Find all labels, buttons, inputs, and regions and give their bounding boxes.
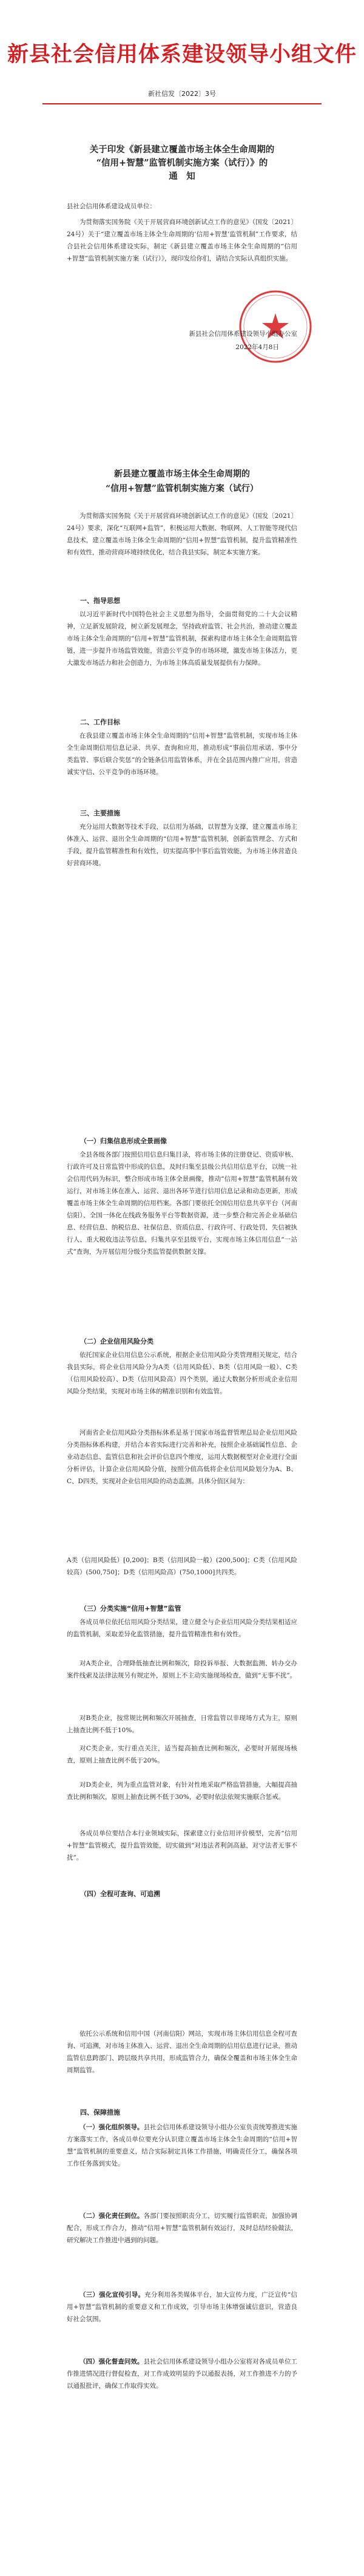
subsection-3-class-c: 对C类企业，实行重点关注，适当提高抽查比例和频次，必要时开展现场核查，原则上抽查比例不低于20%。 <box>67 1745 297 1764</box>
notice-addressee: 县社会信用体系建设成员单位： <box>67 203 156 210</box>
subsection-2-body-2: 河南省企业信用风险分类指标体系是基于国家市场监督管理总局企业信用风险分类指标体系构建，并结合本省实际进行完善和补充，按照企业基础属性信息、企业动态信息、监管信息和社会评价信息四个维度，运用大数据模型对企业进行全面分析评估，计算企业信用风险分值，按照分值高低将企业信用风险划分为A、B、C、D四类，实现对企业信用风险的动态监测。具体分值区间为： <box>67 1429 297 1485</box>
document-number: 新社信发〔2022〕3号 <box>148 90 216 98</box>
section-3-heading: 三、主要措施 <box>80 809 120 817</box>
subsection-1-body: 全县各级各部门按照信用信息归集目录，将市场主体的注册登记、资质审核、行政许可及日常监管中形成的信息，及时归集至县级公共信用信息平台，以统一社会信用代码为标识，整合形成市场主体全景画像，推动“信用+智慧”监管机制有效运行，对市场主体在准入、运营、退出各环节进行信用信息记录和动态更新，形成覆盖市场主体全生命周期的信用档案。各部门要依托全国信用信息共享平台（河南信阳）、全国一体化在线政务服务平台等数据资源，进一步整合和完善企业基础信息、经营信息、纳税信息、社保信息、资质信息、行政许可、行政处罚、失信被执行人、重大税收违法等信息，归集共享至县级平台，实现市场主体信用信息“一站式”查询，为开展信用分级分类监管提供数据支撑。 <box>67 1151 297 1256</box>
safeguard-3-heading: （三）强化宣传引导。 <box>79 2291 145 2299</box>
red-divider-line <box>42 103 322 104</box>
score-bands: A类（信用风险低）[0,200]；B类（信用风险一般）(200,500]；C类（信用风险较高）(500,750]；D类（信用风险高）(750,1000]共四类。 <box>67 1557 297 1576</box>
plan-title-line-2: “信用+智慧”监管机制实施方案（试行） <box>106 484 258 494</box>
section-2-heading: 二、工作目标 <box>80 718 120 726</box>
subsection-2-body: 依托国家企业信用信息公示系统，根据企业信用风险分类管理相关规定，结合我县实际，将企业信用风险分为A类（信用风险低）、B类（信用风险一般）、C类（信用风险较高）、D类（信用风险高）四个类别，通过大数据分析形成企业信用风险分类结果，实现对市场主体的精准识别和有效监管。 <box>67 1351 297 1395</box>
safeguard-1-text: 县社会信用体系建设领导小组办公室负责统筹推进实施方案落实工作，各成员单位要充分认识建立覆盖市场主体全生命周期的“信用+智慧”监管机制的重要意义，结合实际制定具体工作措施，明确责任分工，确保各项工作任务落到实处。 <box>67 2124 298 2167</box>
safeguard-4-heading: （四）强化督查问效。 <box>79 2358 144 2365</box>
section-1-heading: 一、指导思想 <box>80 597 120 605</box>
safeguard-2 <box>67 2210 297 2246</box>
plan-title-line-1: 新县建立覆盖市场主体全生命周期的 <box>114 469 250 479</box>
notice-title-line-1: 关于印发《新县建立覆盖市场主体全生命周期的 <box>89 144 275 155</box>
safeguard-4-text: 县社会信用体系建设领导小组办公室将对各成员单位工作推进情况进行督促检查，对工作成效明显的予以通报表扬，对工作推进不力的予以通报批评，确保工作取得实效。 <box>67 2358 298 2390</box>
subsection-4-heading: （四）全程可查询、可追溯 <box>80 1890 160 1898</box>
safeguard-3 <box>67 2289 297 2325</box>
section-3-body: 充分运用大数据等技术手段，以信用为基础，以智慧为支撑，建立覆盖市场主体准入、运营、退出全生命周期的“信用+智慧”监管机制，创新监管理念、方式和手段，提升监管精准性和有效性，切实提高事中事后监管效能，为市场主体营造良好营商环境。 <box>67 823 297 867</box>
subsection-3-heading: （三）分类实施“信用+智慧”监管 <box>80 1605 181 1613</box>
safeguard-2-text: 各部门要按照职责分工，切实履行监管职责，加强协调配合，形成工作合力，推动“信用+智慧”监管机制有效运行，及时总结经验做法，研究解决工作推进中遇到的问题。 <box>67 2212 298 2244</box>
safeguard-1-heading: （一）强化组织领导。 <box>79 2124 144 2131</box>
notice-body: 为贯彻落实国务院《关于开展营商环境创新试点工作的意见》（国发〔2021〕24号）关于“建立覆盖市场主体全生命周期的‘信用+智慧’监管机制”工作要求，结合县社会信用体系建设实际，制定《新县建立覆盖市场主体全生命周期的“信用+智慧”监管机制实施方案（试行）》，现印发给你们，请结合实际认真组织实施。 <box>67 219 297 262</box>
subsection-3-body: 各成员单位依托信用风险分类结果，建立健全与企业信用风险分类结果相适应的监管机制，采取差异化监管措施，提升监管精准性和有效性。 <box>67 1619 297 1638</box>
subsection-4-body: 依托公示系统和信用中国（河南信阳）网站，实现市场主体信用信息全程可查询、可追溯，对市场主体准入、运营、退出全生命周期的信用信息进行记录，推动监管信息跨部门、跨层级共享共用，形成监管合力，确保全覆盖和市场主体全生命周期监管。 <box>67 2030 297 2074</box>
safeguard-2-heading: （二）强化责任到位。 <box>79 2212 144 2220</box>
notice-title-line-3: 通 知 <box>169 171 195 182</box>
subsection-3-class-b: 对B类企业，按常规比例和频次开展抽查，日常监管以非现场方式为主，原则上抽查比例不低于10%。 <box>67 1715 297 1734</box>
subsection-2-heading: （二）企业信用风险分类 <box>80 1337 153 1345</box>
plan-intro: 为贯彻落实国务院《关于开展营商环境创新试点工作的意见》（国发〔2021〕24号）要求，深化“互联网+监管”，积极运用大数据、物联网、人工智能等现代信息技术，建立覆盖市场主体全生命周期的“信用+智慧”监管机制，提升监管精准性和有效性，推动营商环境持续优化，结合我县实际，制定本实施方案。 <box>67 512 297 556</box>
subsection-3-class-d: 对D类企业，列为重点监管对象，有针对性地采取严格监管措施，大幅提高抽查比例和频次，原则上抽查比例不低于30%，必要时依法依规实施联合惩戒。 <box>67 1781 297 1801</box>
section-1-body: 以习近平新时代中国特色社会主义思想为指导，全面贯彻党的二十大会议精神，立足新发展阶段，树立新发展理念，坚持政府监管、社会共治，推动建立覆盖市场主体全生命周期的“信用+智慧”监管机制，探索构建市场主体全生命周期监管链，进一步提升市场监管效能，营造公平竞争的市场环境，激发市场主体活力，更大激发市场活力和社会创造力，为市场主体高质量发展提供有力保障。 <box>67 611 297 667</box>
safeguard-4 <box>67 2356 297 2392</box>
notice-date: 2022年4月8日 <box>235 344 279 351</box>
notice-signer: 新县社会信用体系建设领导小组办公室 <box>189 330 297 338</box>
safeguard-1 <box>67 2121 297 2170</box>
subsection-1-heading: （一）归集信息形成全景画像 <box>80 1137 167 1145</box>
subsection-3-closing: 各成员单位要结合本行业领域实际，探索建立行业信用评价模型，完善“信用+智慧”监管模式，提升监管效能，切实做到“对违法者利剑高悬，对守法者无事不扰”。 <box>67 1830 297 1861</box>
masthead-title: 新县社会信用体系建设领导小组文件 <box>7 42 357 67</box>
section-2-body: 在我县建立覆盖市场主体全生命周期的“信用+智慧”监管机制，实现市场主体全生命周期信用信息记录、共享、查询和应用，推动形成“事前信用承诺、事中分类监管、事后联合奖惩”的全链条信用监管体系，并在全县范围内推广应用，营造诚实守信、公平竞争的市场环境。 <box>67 732 297 776</box>
section-4-heading: 四、保障措施 <box>80 2109 120 2116</box>
notice-title-line-2: “信用+智慧”监管机制实施方案（试行）》的 <box>96 158 268 168</box>
subsection-3-class-a: 对A类企业，合理降低抽查比例和频次，除投诉举报、大数据监测、转办交办案件线索及法律法规另有规定外，原则上不主动实施现场检查，做到“无事不扰”。 <box>67 1660 297 1679</box>
safeguard-3-text: 充分利用各类媒体平台，加大宣传力度，广泛宣传“信用+智慧”监管机制的重要意义和工作成效，引导市场主体增强诚信意识，营造良好社会氛围。 <box>67 2291 298 2323</box>
